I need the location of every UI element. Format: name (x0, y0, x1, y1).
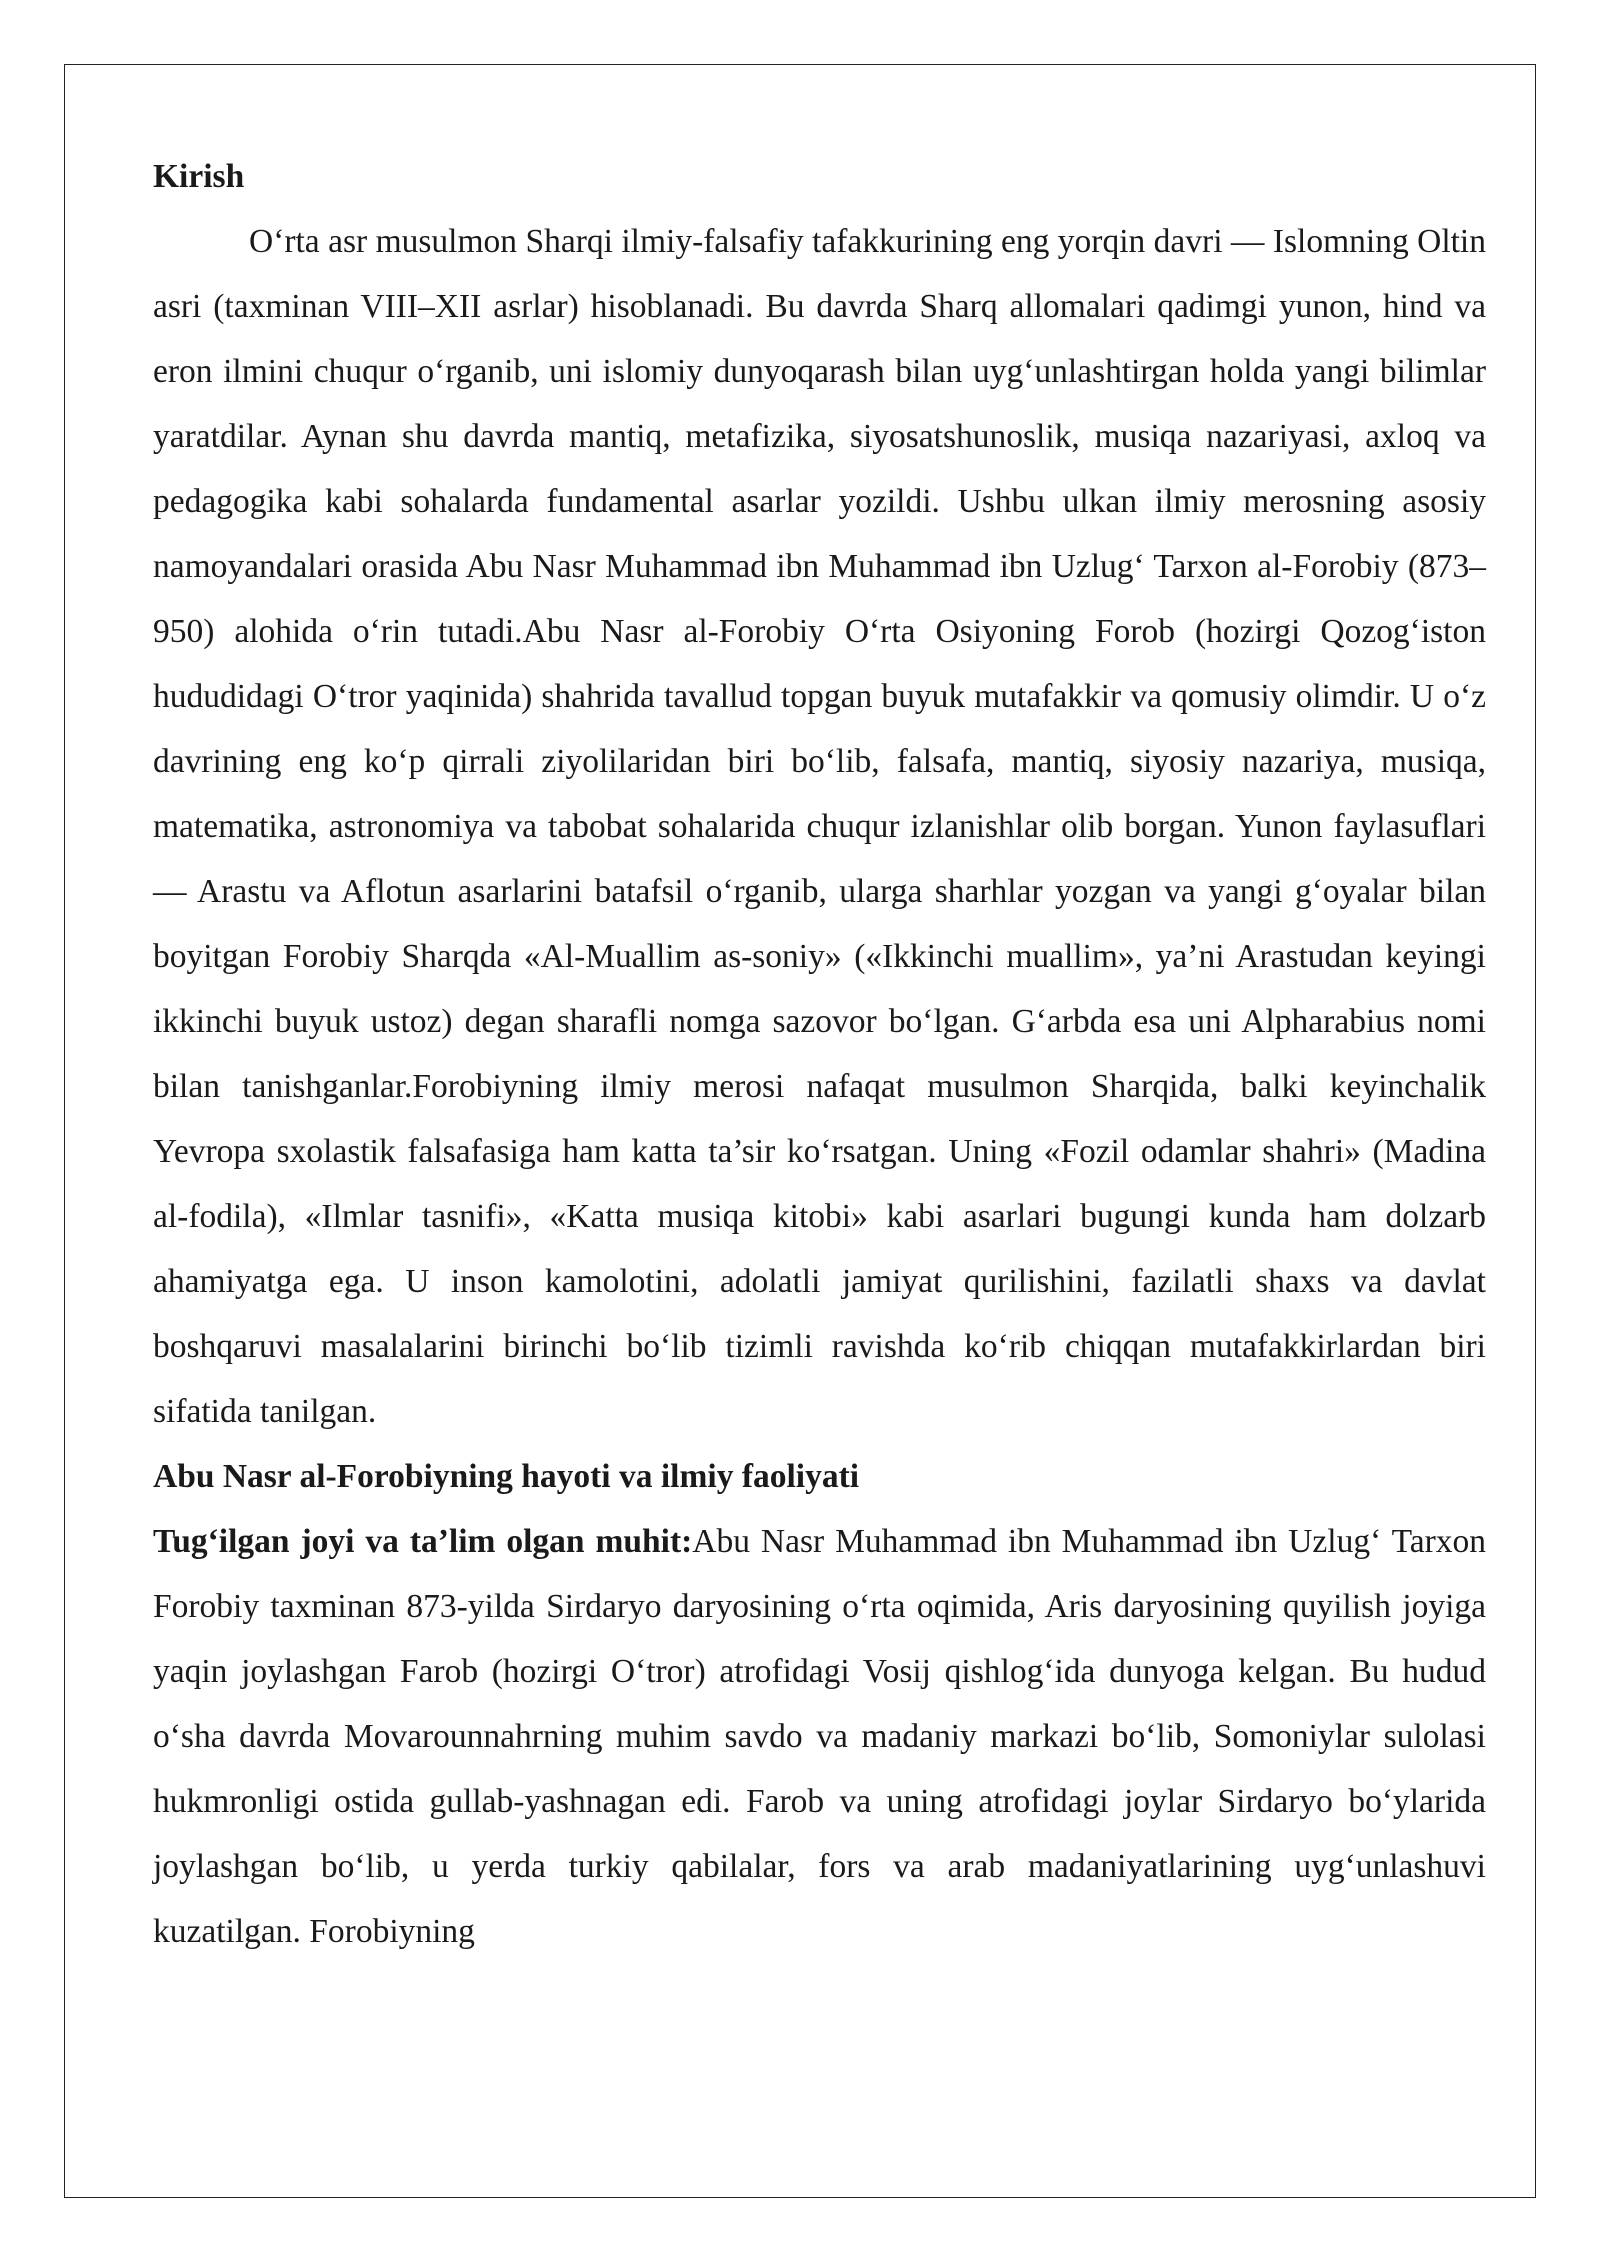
biography-paragraph (153, 1509, 1486, 1964)
document-body (153, 144, 1486, 1964)
intro-paragraph: O‘rta asr musulmon Sharqi ilmiy-falsafiy tafakkurining eng yorqin davri — Islomning Oltin asri (taxminan VIII–XII asrlar) hisoblanadi. Bu davrda Sharq allomalari qadimgi yunon, hind va eron ilmini chuqur o‘rganib, uni islomiy dunyoqarash bilan uyg‘unlashtirgan holda yangi bilimlar yaratdilar. Aynan shu davrda mantiq, metafizika, siyosatshunoslik, musiqa nazariyasi, axloq va pedagogika kabi sohalarda fundamental asarlar yozildi. Ushbu ulkan ilmiy merosning asosiy namoyandalari orasida Abu Nasr Muhammad ibn Muhammad ibn Uzlug‘ Tarxon al-Forobiy (873–950) alohida o‘rin tutadi.Abu Nasr al-Forobiy O‘rta Osiyoning Forob (hozirgi Qozog‘iston hududidagi O‘tror yaqinida) shahrida tavallud topgan buyuk mutafakkir va qomusiy olimdir. U o‘z davrining eng ko‘p qirrali ziyolilaridan biri bo‘lib, falsafa, mantiq, siyosiy nazariya, musiqa, matematika, astronomiya va tabobat sohalarida chuqur izlanishlar olib borgan. Yunon faylasuflari — Arastu va Aflotun asarlarini batafsil o‘rganib, ularga sharhlar yozgan va yangi g‘oyalar bilan boyitgan Forobiy Sharqda «Al-Muallim as-soniy» («Ikkinchi muallim», ya’ni Arastudan keyingi ikkinchi buyuk ustoz) degan sharafli nomga sazovor bo‘lgan. G‘arbda esa uni Alpharabius nomi bilan tanishganlar.Forobiyning ilmiy merosi nafaqat musulmon Sharqida, balki keyinchalik Yevropa sxolastik falsafasiga ham katta ta’sir ko‘rsatgan. Uning «Fozil odamlar shahri» (Madina al-fodila), «Ilmlar tasnifi», «Katta musiqa kitobi» kabi asarlari bugungi kunda ham dolzarb ahamiyatga ega. U inson kamolotini, adolatli jamiyat qurilishini, fazilatli shaxs va davlat boshqaruvi masalalarini birinchi bo‘lib tizimli ravishda ko‘rib chiqqan mutafakkirlardan biri sifatida tanilgan. (153, 223, 1486, 1430)
biography-text: Abu Nasr Muhammad ibn Muhammad ibn Uzlug‘ Tarxon Forobiy taxminan 873-yilda Sirdaryo daryosining o‘rta oqimida, Aris daryosining quyilish joyiga yaqin joylashgan Farob (hozirgi O‘tror) atrofidagi Vosij qishlog‘ida dunyoga kelgan. Bu hudud o‘sha davrda Movarounnahrning muhim savdo va madaniy markazi bo‘lib, Somoniylar sulolasi hukmronligi ostida gullab-yashnagan edi. Farob va uning atrofidagi joylar Sirdaryo bo‘ylarida joylashgan bo‘lib, u yerda turkiy qabilalar, fors va arab madaniyatlarining uyg‘unlashuvi kuzatilgan. Forobiyning (153, 1523, 1486, 1950)
section-heading-kirish: Kirish (153, 158, 245, 195)
section-heading-biography: Abu Nasr al-Forobiyning hayoti va ilmiy faoliyati (153, 1458, 860, 1495)
biography-lead: Tug‘ilgan joyi va ta’lim olgan muhit: (153, 1523, 693, 1560)
